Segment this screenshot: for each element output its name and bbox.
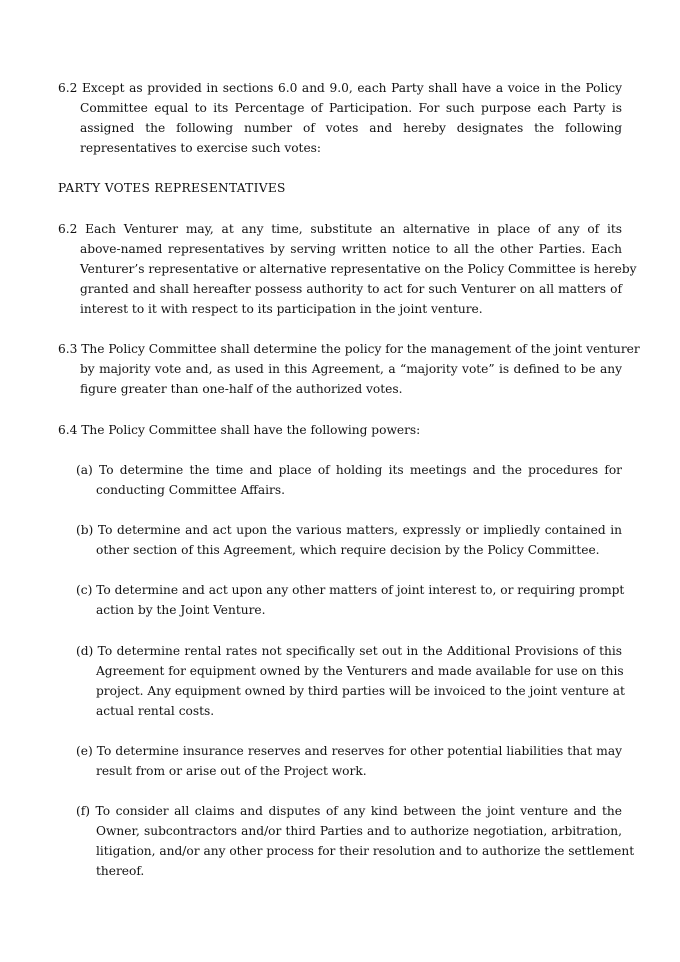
paragraph-line: litigation, and/or any other process for their resolution and to authorize the settlement	[96, 844, 635, 858]
paragraph-line: Owner, subcontractors and/or third Parties and to authorize negotiation, arbitration,	[96, 824, 622, 838]
paragraph-line: (a) To determine the time and place of holding its meetings and the procedures for	[76, 463, 622, 477]
power-item-c	[76, 580, 625, 620]
paragraph-line: 6.4 The Policy Committee shall have the following powers:	[58, 423, 421, 437]
section-6-2-substitution	[58, 219, 637, 319]
paragraph-line: actual rental costs.	[96, 704, 215, 718]
power-item-e	[76, 741, 622, 781]
paragraph-line: (f) To consider all claims and disputes of any kind between the joint venture and the	[76, 804, 622, 818]
paragraph-line: above-named representatives by serving written notice to all the other Parties. Each	[80, 242, 622, 256]
paragraph-line: (b) To determine and act upon the various matters, expressly or impliedly contained in	[76, 523, 622, 537]
paragraph-line: result from or arise out of the Project work.	[96, 764, 367, 778]
paragraph-line: figure greater than one-half of the authorized votes.	[80, 382, 403, 396]
paragraph-line: (d) To determine rental rates not specifically set out in the Additional Provisions of this	[76, 644, 622, 658]
section-6-2-voting	[58, 78, 622, 158]
paragraph-line: (e) To determine insurance reserves and reserves for other potential liabilities that may	[76, 744, 622, 758]
power-item-d	[76, 641, 625, 721]
paragraph-line: representatives to exercise such votes:	[80, 141, 322, 155]
power-item-f	[76, 801, 635, 881]
paragraph-line: by majority vote and, as used in this Agreement, a “majority vote” is defined to be any	[80, 362, 622, 376]
paragraph-line: other section of this Agreement, which require decision by the Policy Committee.	[96, 543, 600, 557]
paragraph-line: interest to it with respect to its participation in the joint venture.	[80, 302, 483, 316]
paragraph-line: (c) To determine and act upon any other matters of joint interest to, or requiring prompt	[76, 583, 625, 597]
section-6-4	[58, 420, 622, 440]
power-item-b	[76, 520, 622, 560]
paragraph-line: conducting Committee Affairs.	[96, 483, 285, 497]
paragraph-line: 6.2 Each Venturer may, at any time, substitute an alternative in place of any of its	[58, 222, 622, 236]
paragraph-line: granted and shall hereafter possess authority to act for such Venturer on all matters of	[80, 282, 622, 296]
section-6-3	[58, 339, 640, 399]
party-votes-heading: PARTY VOTES REPRESENTATIVES	[58, 181, 286, 195]
power-item-a	[76, 460, 622, 500]
paragraph-line: Committee equal to its Percentage of Participation. For such purpose each Party is	[80, 101, 622, 115]
paragraph-line: thereof.	[96, 864, 145, 878]
paragraph-line: Venturer’s representative or alternative representative on the Policy Committee is hereby	[80, 262, 637, 276]
paragraph-line: project. Any equipment owned by third parties will be invoiced to the joint venture at	[96, 684, 625, 698]
paragraph-line: 6.3 The Policy Committee shall determine the policy for the management of the joint venturer	[58, 342, 640, 356]
paragraph-line: assigned the following number of votes and hereby designates the following	[80, 121, 622, 135]
paragraph-line: Agreement for equipment owned by the Venturers and made available for use on this	[96, 664, 624, 678]
paragraph-line: 6.2 Except as provided in sections 6.0 and 9.0, each Party shall have a voice in the Policy	[58, 81, 622, 95]
paragraph-line: action by the Joint Venture.	[96, 603, 266, 617]
